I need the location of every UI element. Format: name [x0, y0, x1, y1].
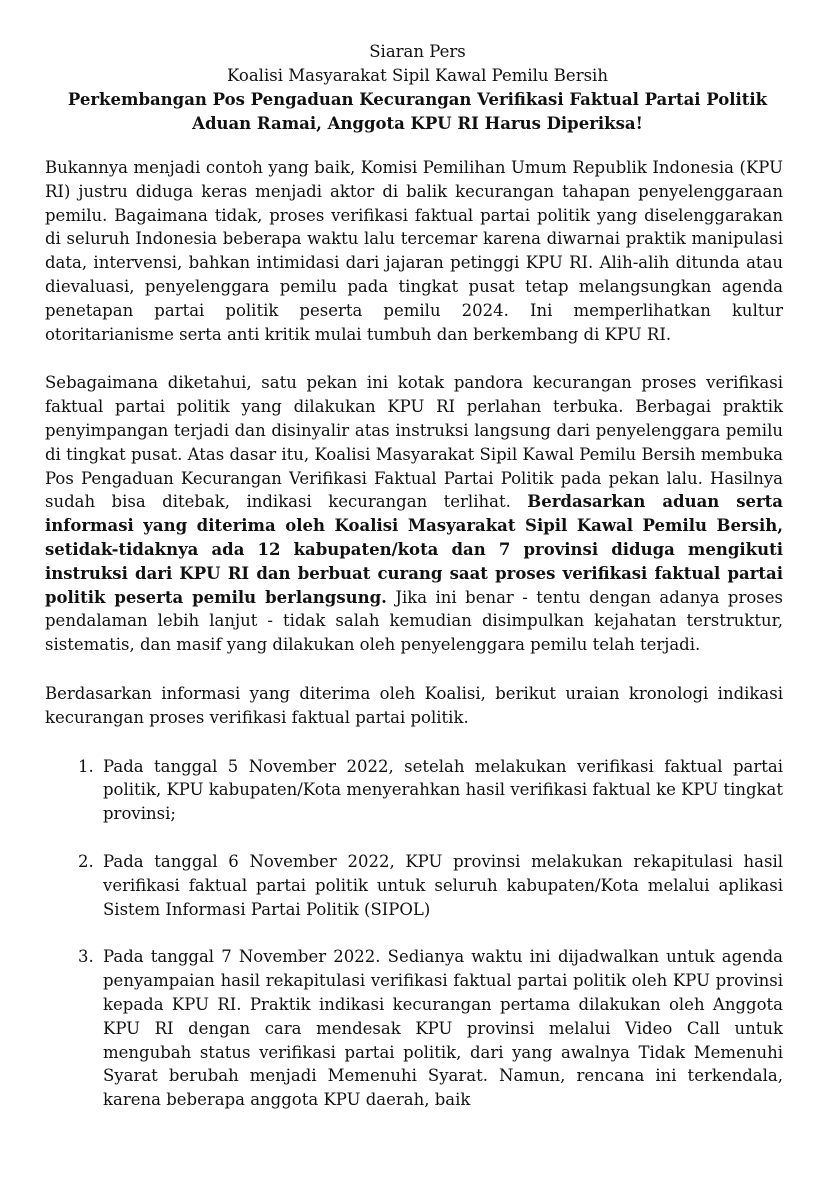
list-item-text: Pada tanggal 6 November 2022, KPU provinsi melakukan rekapitulasi hasil verifikasi faktual partai politik untuk seluruh kabupaten/Kota melalui aplikasi Sistem Informasi Partai Politik (SIPOL)	[103, 851, 783, 919]
organization-name: Koalisi Masyarakat Sipil Kawal Pemilu Bersih	[227, 66, 608, 85]
list-item-text: Pada tanggal 5 November 2022, setelah melakukan verifikasi faktual partai politik, KPU kabupaten/Kota menyerahkan hasil verifikasi faktual ke KPU tingkat provinsi;	[103, 756, 783, 824]
paragraph-3: Berdasarkan informasi yang diterima oleh Koalisi, berikut uraian kronologi indikasi kecurangan proses verifikasi faktual partai politik.	[45, 683, 783, 727]
document-title-line-2: Aduan Ramai, Anggota KPU RI Harus Diperiksa!	[192, 114, 643, 133]
paragraph-2	[45, 371, 783, 657]
paragraph-2-conclusion: Jika ini benar - tentu dengan adanya proses pendalaman lebih lanjut - tidak salah kemudian disimpulkan kejahatan terstruktur, sistematis, dan masif yang dilakukan oleh penyelenggara pemilu telah terjadi.	[45, 587, 783, 655]
paragraph-2-intro: Sebagaimana diketahui, satu pekan ini kotak pandora kecurangan proses verifikasi faktual partai politik yang dilakukan KPU RI perlahan terbuka. Berbagai praktik penyimpangan terjadi dan disinyalir atas instruksi langsung dari penyelenggara pemilu di tingkat pusat. Atas dasar itu, Koalisi Masyarakat Sipil Kawal Pemilu Bersih membuka Pos Pengaduan Kecurangan Verifikasi Faktual Partai Politik pada pekan lalu. Hasilnya sudah bisa ditebak, indikasi kecurangan terlihat.	[45, 373, 783, 512]
list-item	[45, 755, 783, 826]
list-item-number: 2.	[78, 851, 94, 871]
list-item-text: Pada tanggal 7 November 2022. Sedianya waktu ini dijadwalkan untuk agenda penyampaian hasil rekapitulasi verifikasi faktual partai politik oleh KPU provinsi kepada KPU RI. Praktik indikasi kecurangan pertama dilakukan oleh Anggota KPU RI dengan cara mendesak KPU provinsi melalui Video Call untuk mengubah status verifikasi partai politik, dari yang awalnya Tidak Memenuhi Syarat berubah menjadi Memenuhi Syarat. Namun, rencana ini terkendala, karena beberapa anggota KPU daerah, baik	[103, 947, 783, 1110]
paragraph-2-bold-finding: Berdasarkan aduan serta informasi yang diterima oleh Koalisi Masyarakat Sipil Kawal Pemilu Bersih, setidak-tidaknya ada 12 kabupaten/kota dan 7 provinsi diduga mengikuti instruksi dari KPU RI dan berbuat curang saat proses verifikasi faktual partai politik peserta pemilu berlangsung.	[45, 492, 783, 607]
document-body	[45, 156, 783, 1136]
list-item	[45, 850, 783, 921]
document-type: Siaran Pers	[369, 42, 466, 61]
list-item-number: 1.	[78, 756, 94, 776]
paragraph-1: Bukannya menjadi contoh yang baik, Komisi Pemilihan Umum Republik Indonesia (KPU RI) justru diduga keras menjadi aktor di balik kecurangan tahapan penyelenggaraan pemilu. Bagaimana tidak, proses verifikasi faktual partai politik yang diselenggarakan di seluruh Indonesia beberapa waktu lalu tercemar karena diwarnai praktik manipulasi data, intervensi, bahkan intimidasi dari jajaran petinggi KPU RI. Alih-alih ditunda atau dievaluasi, penyelenggara pemilu pada tingkat pusat tetap melangsungkan agenda penetapan partai politik peserta pemilu 2024. Ini memperlihatkan kultur otoritarianisme serta anti kritik mulai tumbuh dan berkembang di KPU RI.	[45, 158, 783, 344]
chronology-list	[45, 755, 783, 1112]
list-item-number: 3.	[78, 947, 94, 967]
list-item	[45, 945, 783, 1112]
document-header	[0, 40, 835, 136]
document-title-line-1: Perkembangan Pos Pengaduan Kecurangan Verifikasi Faktual Partai Politik	[67, 90, 768, 109]
